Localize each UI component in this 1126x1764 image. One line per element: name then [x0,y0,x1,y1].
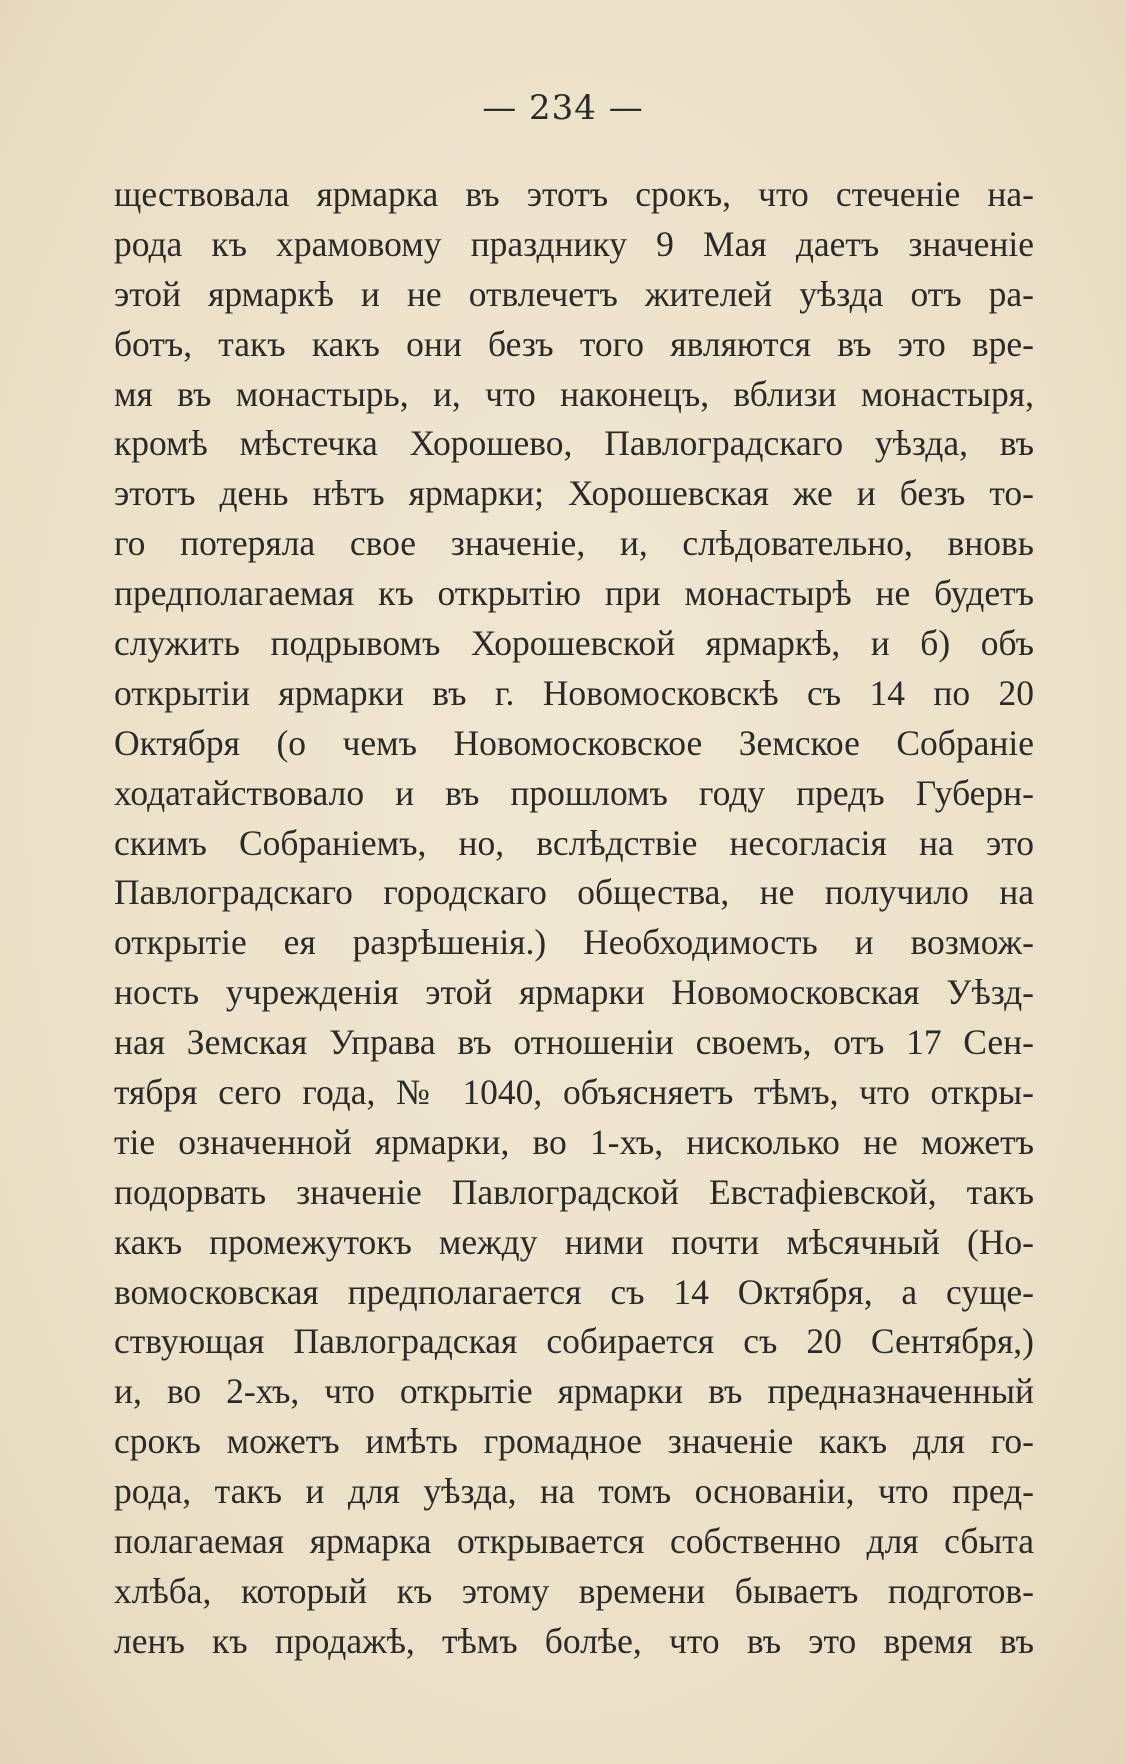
text-line: Павлоградскаго городскаго общества, не получило на [114,872,1034,913]
text-line: полагаемая ярмарка открывается собственно для сбыта [114,1521,1034,1562]
text-line: ходатайствовало и въ прошломъ году предъ Губерн- [114,772,1034,813]
text-line: ществовала ярмарка въ этотъ срокъ, что стеченіе на- [114,174,1034,214]
text-line: скимъ Собраніемъ, но, вслѣдствіе несогласія на это [114,822,1034,863]
body-text [114,170,1034,1667]
text-line: срокъ можетъ имѣть громадное значеніе какъ для го- [114,1421,1034,1462]
text-line: мя въ монастырь, и, что наконецъ, вблизи монастыря, [114,373,1034,414]
text-line: этотъ день нѣтъ ярмарки; Хорошевская же и безъ то- [114,473,1034,514]
text-line: ленъ къ продажѣ, тѣмъ болѣе, что въ это время въ [114,1620,1034,1661]
text-line: рода, такъ и для уѣзда, на томъ основаніи, что пред- [114,1471,1034,1512]
text-line: го потеряла свое значеніе, и, слѣдовательно, вновь [114,523,1034,564]
text-line: хлѣба, который къ этому времени бываетъ подготов- [114,1570,1034,1611]
page-number: — 234 — [482,88,644,128]
text-line: ботъ, такъ какъ они безъ того являются въ это вре- [114,323,1034,364]
text-line: тября сего года, № 1040, объясняетъ тѣмъ, что откры- [114,1072,1034,1113]
text-line: предполагаемая къ открытію при монастырѣ не будетъ [114,573,1034,614]
text-line: ность учрежденія этой ярмарки Новомосковская Уѣзд- [114,972,1034,1013]
text-line: вомосковская предполагается съ 14 Октября, а суще- [114,1271,1034,1312]
text-line: кромѣ мѣстечка Хорошево, Павлоградскаго уѣзда, въ [114,423,1034,464]
text-line: Октября (о чемъ Новомосковское Земское Собраніе [114,722,1034,763]
text-line: служить подрывомъ Хорошевской ярмаркѣ, и б) объ [114,623,1034,664]
text-line: ствующая Павлоградская собирается съ 20 Сентября,) [114,1321,1034,1362]
text-line: ная Земская Управа въ отношеніи своемъ, отъ 17 Сен- [114,1022,1034,1063]
text-line: открытіе ея разрѣшенія.) Необходимость и возмож- [114,922,1034,963]
text-line: тіе означенной ярмарки, во 1-хъ, нисколько не можетъ [114,1121,1034,1162]
text-line: какъ промежутокъ между ними почти мѣсячный (Но- [114,1221,1034,1262]
text-line: открытіи ярмарки въ г. Новомосковскѣ съ 14 по 20 [114,672,1034,713]
text-line: рода къ храмовому празднику 9 Мая даетъ значеніе [114,223,1034,264]
text-line: и, во 2-хъ, что открытіе ярмарки въ предназначенный [114,1371,1034,1412]
text-line: этой ярмаркѣ и не отвлечетъ жителей уѣзда отъ ра- [114,273,1034,314]
text-line: подорвать значеніе Павлоградской Евстафіевской, такъ [114,1171,1034,1212]
